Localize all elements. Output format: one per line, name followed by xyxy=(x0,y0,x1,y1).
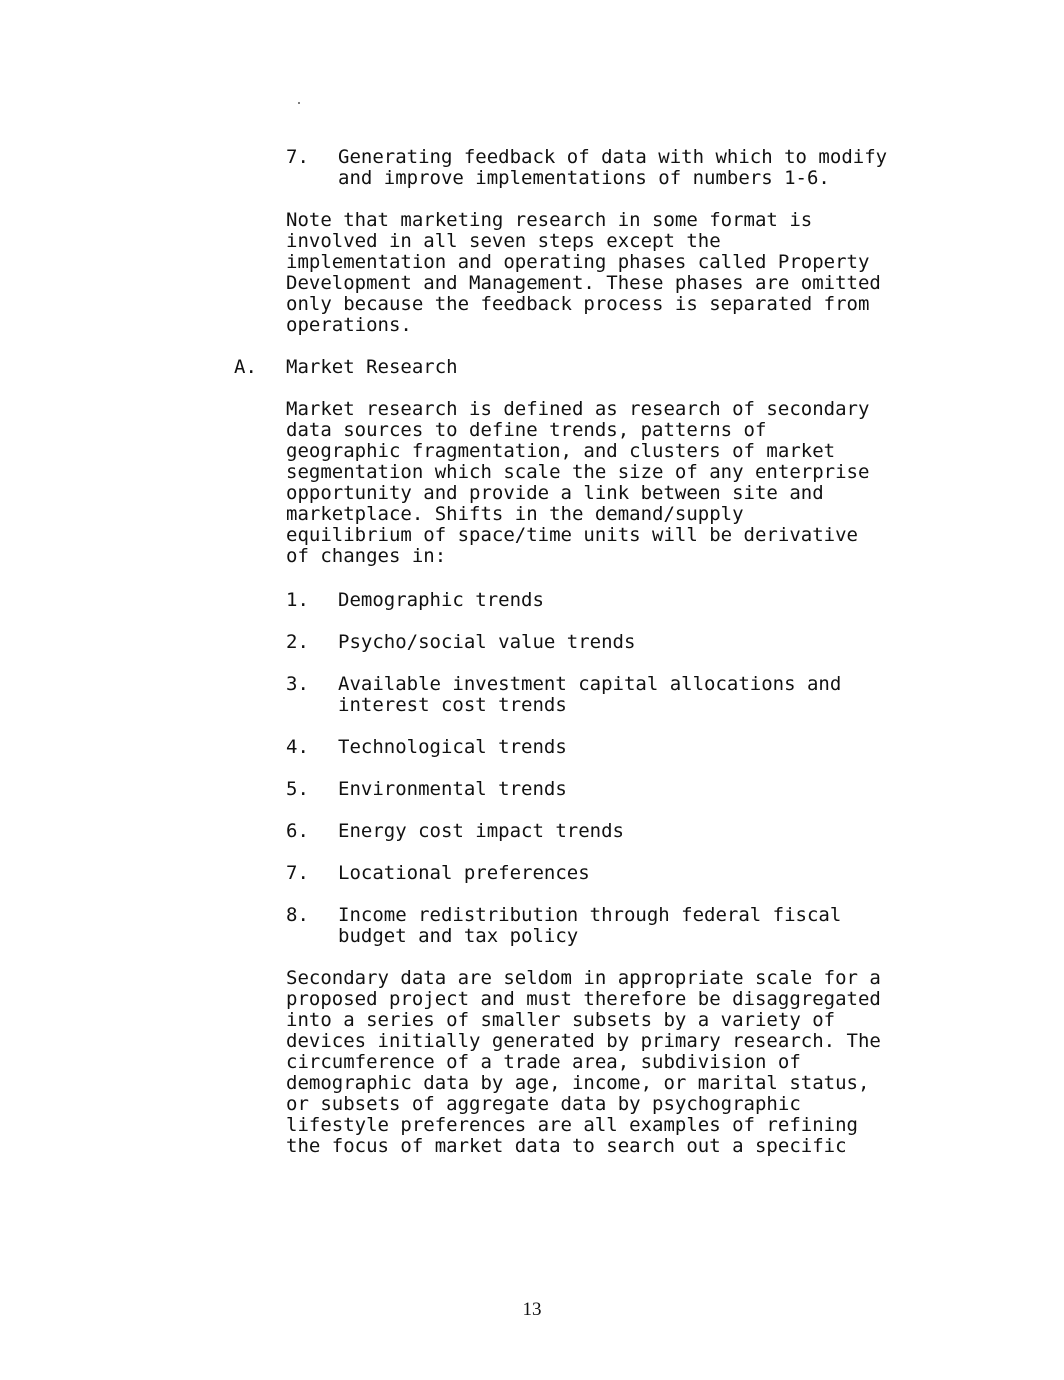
trend-item xyxy=(286,632,976,653)
section-letter: A. xyxy=(234,356,257,378)
trend-text: Demographic trends xyxy=(338,589,544,611)
trend-number: 5. xyxy=(286,778,309,800)
top-list-item-text: Generating feedback of data with which to modify and improve implementations of numbers 1-6. xyxy=(338,146,888,189)
trend-number: 6. xyxy=(286,820,309,842)
note-paragraph: Note that marketing research in some format is involved in all seven steps except the implementation and operating phases called Property Development and Management. These phases are omitted only because the feedback process is separated from operations. xyxy=(286,209,881,336)
trend-text: Environmental trends xyxy=(338,778,567,800)
trend-text: Locational preferences xyxy=(338,862,590,884)
trend-number: 2. xyxy=(286,631,309,653)
trend-item xyxy=(286,779,976,800)
trend-text: Energy cost impact trends xyxy=(338,820,624,842)
trend-number: 4. xyxy=(286,736,309,758)
page-number: 13 xyxy=(522,1299,542,1320)
section-title: Market Research xyxy=(286,356,458,378)
top-list-item-number: 7. xyxy=(286,146,309,168)
trend-item xyxy=(286,905,976,947)
trend-item xyxy=(286,674,976,716)
trend-item xyxy=(286,821,976,842)
trend-text: Technological trends xyxy=(338,736,567,758)
intro-paragraph: Market research is defined as research of secondary data sources to define trends, patterns of geographic fragmentation, and clusters of market segmentation which scale the size of any enterprise opportunity and provide a link between site and marketplace. Shifts in the demand/supply equilibrium of space/time units will be derivative of changes in: xyxy=(286,398,870,567)
trend-item xyxy=(286,737,976,758)
trend-item xyxy=(286,863,976,884)
trend-text: Available investment capital allocations and interest cost trends xyxy=(338,673,842,716)
trend-item xyxy=(286,590,976,611)
trend-number: 8. xyxy=(286,904,309,926)
stray-mark xyxy=(298,102,300,104)
trend-text: Psycho/social value trends xyxy=(338,631,636,653)
trends-list xyxy=(286,590,976,968)
trend-number: 3. xyxy=(286,673,309,695)
trend-number: 7. xyxy=(286,862,309,884)
top-list-item xyxy=(286,147,976,189)
secondary-data-paragraph: Secondary data are seldom in appropriate scale for a proposed project and must therefore be disaggregated into a series of smaller subsets by a variety of devices initially generated by primary research. The circumference of a trade area, subdivision of demographic data by age, income, or marital status, or subsets of aggregate data by psychographic lifestyle preferences are all examples of refining the focus of market data to search out a specific xyxy=(286,967,881,1157)
trend-number: 1. xyxy=(286,589,309,611)
trend-text: Income redistribution through federal fiscal budget and tax policy xyxy=(338,904,842,947)
